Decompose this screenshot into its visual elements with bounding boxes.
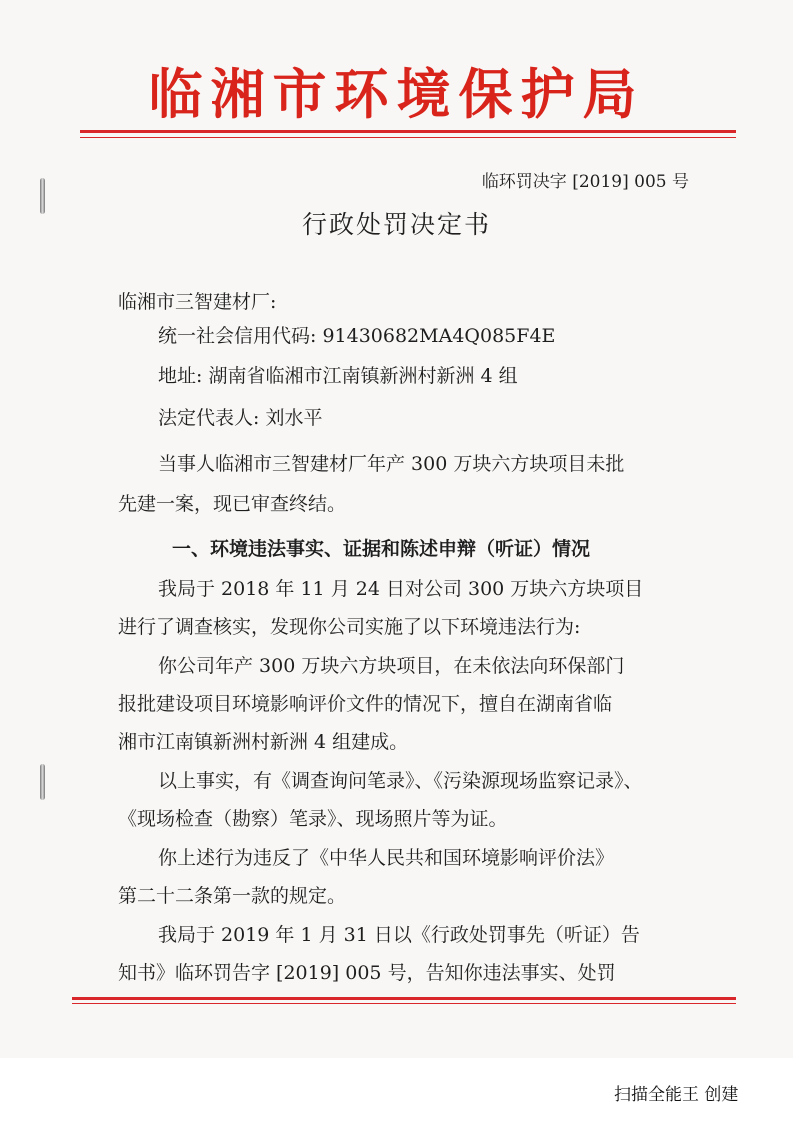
agency-header: 临湘市环境保护局	[148, 63, 645, 126]
header-red-line-thick	[80, 130, 736, 133]
legal-representative: 法定代表人: 刘水平	[158, 407, 323, 429]
para5-line-1: 我局于 2019 年 1 月 31 日以《行政处罚事先（听证）告	[158, 924, 640, 946]
para2-line-2: 报批建设项目环境影响评价文件的情况下，擅自在湖南省临	[118, 693, 613, 715]
para4-line-2: 第二十二条第一款的规定。	[118, 885, 347, 907]
para2-line-1: 你公司年产 300 万块六方块项目，在未依法向环保部门	[158, 655, 625, 677]
document-title: 行政处罚决定书	[301, 210, 491, 239]
scanner-watermark-bar	[0, 1058, 793, 1122]
para5-line-2: 知书》临环罚告字 [2019] 005 号，告知你违法事实、处罚	[118, 962, 616, 984]
section-1-heading: 一、环境违法事实、证据和陈述申辩（听证）情况	[172, 538, 591, 560]
intro-line-1: 当事人临湘市三智建材厂年产 300 万块六方块项目未批	[158, 453, 625, 475]
binding-hole-bottom	[40, 764, 45, 800]
footer-red-line-thick	[72, 997, 736, 1000]
scanner-brand-text: 扫描全能王 创建	[614, 1085, 739, 1105]
document-number: 临环罚决字 [2019] 005 号	[481, 172, 689, 192]
address: 地址: 湖南省临湘市江南镇新洲村新洲 4 组	[158, 365, 518, 387]
addressee: 临湘市三智建材厂:	[118, 291, 277, 313]
para2-line-3: 湘市江南镇新洲村新洲 4 组建成。	[118, 731, 409, 753]
para3-line-2: 《现场检查（勘察）笔录》、现场照片等为证。	[118, 808, 508, 830]
intro-line-2: 先建一案，现已审查终结。	[118, 493, 347, 515]
para1-line-1: 我局于 2018 年 11 月 24 日对公司 300 万块六方块项目	[158, 578, 644, 600]
para1-line-2: 进行了调查核实，发现你公司实施了以下环境违法行为:	[118, 616, 581, 638]
header-red-line-thin	[80, 137, 736, 138]
para3-line-1: 以上事实，有《调查询问笔录》、《污染源现场监察记录》、	[158, 770, 643, 792]
footer-red-line-thin	[72, 1003, 736, 1004]
credit-code: 统一社会信用代码: 91430682MA4Q085F4E	[158, 325, 556, 347]
para4-line-1: 你上述行为违反了《中华人民共和国环境影响评价法》	[158, 847, 615, 869]
